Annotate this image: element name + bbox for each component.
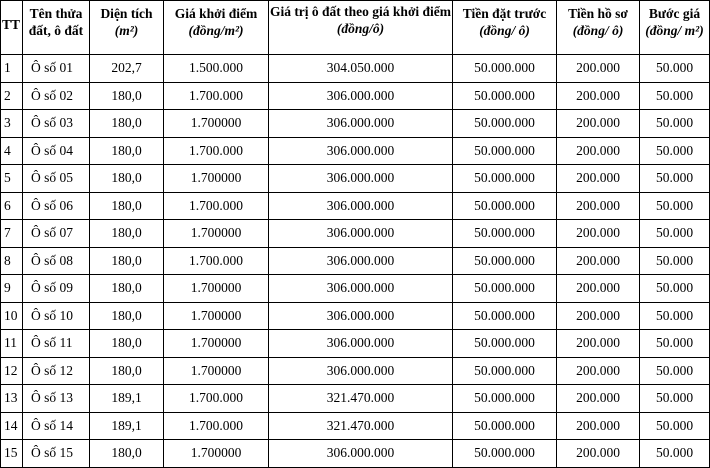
- cell-area: 202,7: [90, 55, 164, 83]
- cell-start-price: 1.700000: [164, 275, 269, 303]
- cell-tt: 1: [1, 55, 23, 83]
- cell-start-price: 1.700000: [164, 165, 269, 193]
- cell-start-price: 1.700000: [164, 110, 269, 138]
- table-row: [1, 137, 710, 165]
- cell-dossier-fee: 200.000: [557, 247, 640, 275]
- header-lot-name-line1: Tên thửa: [29, 6, 83, 21]
- cell-area: 180,0: [90, 302, 164, 330]
- header-price-step-unit: (đồng/ m²): [645, 23, 704, 38]
- cell-area: 180,0: [90, 275, 164, 303]
- table-row: [1, 192, 710, 220]
- cell-lot-name: Ô số 06: [23, 192, 90, 220]
- header-lot-value: [269, 1, 453, 55]
- cell-tt: 7: [1, 220, 23, 248]
- cell-lot-name: Ô số 13: [23, 385, 90, 413]
- cell-deposit: 50.000.000: [453, 357, 557, 385]
- cell-lot-name: Ô số 03: [23, 110, 90, 138]
- cell-lot-value: 306.000.000: [269, 82, 453, 110]
- cell-lot-value: 306.000.000: [269, 220, 453, 248]
- cell-tt: 10: [1, 302, 23, 330]
- cell-deposit: 50.000.000: [453, 302, 557, 330]
- cell-dossier-fee: 200.000: [557, 357, 640, 385]
- cell-tt: 14: [1, 412, 23, 440]
- cell-deposit: 50.000.000: [453, 82, 557, 110]
- table-row: [1, 110, 710, 138]
- cell-price-step: 50.000: [640, 275, 710, 303]
- cell-start-price: 1.700000: [164, 330, 269, 358]
- header-area-unit: (m²): [114, 23, 139, 38]
- header-dossier-fee-unit: (đồng/ ô): [572, 23, 624, 38]
- cell-area: 180,0: [90, 137, 164, 165]
- cell-start-price: 1.700.000: [164, 385, 269, 413]
- header-dossier-fee-label: Tiền hồ sơ: [568, 6, 628, 21]
- table-row: [1, 412, 710, 440]
- cell-lot-name: Ô số 09: [23, 275, 90, 303]
- cell-area: 180,0: [90, 192, 164, 220]
- cell-price-step: 50.000: [640, 82, 710, 110]
- cell-lot-name: Ô số 11: [23, 330, 90, 358]
- header-area-label: Diện tích: [100, 6, 153, 21]
- cell-area: 189,1: [90, 385, 164, 413]
- cell-area: 189,1: [90, 412, 164, 440]
- header-deposit-unit: (đồng/ ô): [479, 23, 530, 38]
- cell-lot-name: Ô số 04: [23, 137, 90, 165]
- cell-deposit: 50.000.000: [453, 247, 557, 275]
- cell-tt: 6: [1, 192, 23, 220]
- header-row: [1, 1, 710, 55]
- cell-tt: 5: [1, 165, 23, 193]
- cell-dossier-fee: 200.000: [557, 412, 640, 440]
- header-deposit: [453, 1, 557, 55]
- cell-start-price: 1.700.000: [164, 137, 269, 165]
- cell-lot-name: Ô số 02: [23, 82, 90, 110]
- cell-start-price: 1.700.000: [164, 192, 269, 220]
- cell-lot-value: 306.000.000: [269, 165, 453, 193]
- cell-lot-value: 321.470.000: [269, 385, 453, 413]
- cell-dossier-fee: 200.000: [557, 192, 640, 220]
- cell-lot-name: Ô số 10: [23, 302, 90, 330]
- table-row: [1, 385, 710, 413]
- cell-dossier-fee: 200.000: [557, 330, 640, 358]
- header-start-price-unit: (đồng/m²): [188, 23, 244, 38]
- cell-lot-value: 306.000.000: [269, 440, 453, 468]
- header-tt: [1, 1, 23, 55]
- cell-start-price: 1.700000: [164, 302, 269, 330]
- header-start-price-label: Giá khởi điểm: [174, 6, 258, 21]
- cell-dossier-fee: 200.000: [557, 165, 640, 193]
- cell-price-step: 50.000: [640, 247, 710, 275]
- cell-lot-value: 306.000.000: [269, 110, 453, 138]
- cell-lot-name: Ô số 01: [23, 55, 90, 83]
- cell-lot-value: 306.000.000: [269, 137, 453, 165]
- table-row: [1, 220, 710, 248]
- cell-tt: 8: [1, 247, 23, 275]
- cell-dossier-fee: 200.000: [557, 110, 640, 138]
- cell-deposit: 50.000.000: [453, 440, 557, 468]
- cell-start-price: 1.500.000: [164, 55, 269, 83]
- cell-deposit: 50.000.000: [453, 412, 557, 440]
- cell-lot-name: Ô số 05: [23, 165, 90, 193]
- cell-lot-name: Ô số 14: [23, 412, 90, 440]
- cell-start-price: 1.700.000: [164, 82, 269, 110]
- cell-price-step: 50.000: [640, 330, 710, 358]
- table-row: [1, 357, 710, 385]
- cell-area: 180,0: [90, 220, 164, 248]
- header-price-step: [640, 1, 710, 55]
- cell-deposit: 50.000.000: [453, 55, 557, 83]
- cell-deposit: 50.000.000: [453, 275, 557, 303]
- cell-price-step: 50.000: [640, 110, 710, 138]
- cell-dossier-fee: 200.000: [557, 440, 640, 468]
- cell-lot-value: 306.000.000: [269, 330, 453, 358]
- header-price-step-label: Bước giá: [648, 6, 701, 21]
- cell-price-step: 50.000: [640, 192, 710, 220]
- cell-lot-value: 306.000.000: [269, 302, 453, 330]
- cell-price-step: 50.000: [640, 55, 710, 83]
- table-body: [1, 55, 710, 468]
- cell-deposit: 50.000.000: [453, 220, 557, 248]
- cell-price-step: 50.000: [640, 440, 710, 468]
- table-row: [1, 330, 710, 358]
- cell-price-step: 50.000: [640, 385, 710, 413]
- table-row: [1, 302, 710, 330]
- header-dossier-fee: [557, 1, 640, 55]
- cell-price-step: 50.000: [640, 137, 710, 165]
- cell-dossier-fee: 200.000: [557, 275, 640, 303]
- cell-lot-value: 304.050.000: [269, 55, 453, 83]
- cell-tt: 9: [1, 275, 23, 303]
- cell-price-step: 50.000: [640, 412, 710, 440]
- cell-area: 180,0: [90, 440, 164, 468]
- header-lot-value-unit: (đồng/ô): [336, 21, 385, 36]
- table-row: [1, 82, 710, 110]
- cell-price-step: 50.000: [640, 302, 710, 330]
- cell-start-price: 1.700.000: [164, 247, 269, 275]
- cell-lot-value: 306.000.000: [269, 247, 453, 275]
- cell-dossier-fee: 200.000: [557, 302, 640, 330]
- cell-area: 180,0: [90, 82, 164, 110]
- cell-deposit: 50.000.000: [453, 192, 557, 220]
- cell-area: 180,0: [90, 247, 164, 275]
- cell-deposit: 50.000.000: [453, 137, 557, 165]
- cell-lot-name: Ô số 15: [23, 440, 90, 468]
- cell-tt: 11: [1, 330, 23, 358]
- header-lot-name: [23, 1, 90, 55]
- cell-tt: 4: [1, 137, 23, 165]
- cell-dossier-fee: 200.000: [557, 82, 640, 110]
- cell-price-step: 50.000: [640, 220, 710, 248]
- header-start-price: [164, 1, 269, 55]
- cell-dossier-fee: 200.000: [557, 137, 640, 165]
- cell-deposit: 50.000.000: [453, 165, 557, 193]
- cell-lot-name: Ô số 08: [23, 247, 90, 275]
- header-lot-name-line2: đất, ô đất: [28, 23, 84, 38]
- cell-price-step: 50.000: [640, 357, 710, 385]
- cell-lot-value: 306.000.000: [269, 192, 453, 220]
- cell-start-price: 1.700000: [164, 357, 269, 385]
- cell-deposit: 50.000.000: [453, 385, 557, 413]
- cell-lot-value: 306.000.000: [269, 275, 453, 303]
- cell-lot-name: Ô số 12: [23, 357, 90, 385]
- header-lot-value-label: Giá trị ô đất theo giá khởi điểm: [269, 4, 452, 19]
- cell-lot-name: Ô số 07: [23, 220, 90, 248]
- cell-deposit: 50.000.000: [453, 110, 557, 138]
- cell-area: 180,0: [90, 165, 164, 193]
- cell-dossier-fee: 200.000: [557, 55, 640, 83]
- cell-price-step: 50.000: [640, 165, 710, 193]
- table-row: [1, 275, 710, 303]
- table-row: [1, 55, 710, 83]
- header-deposit-label: Tiền đặt trước: [462, 6, 547, 21]
- cell-start-price: 1.700.000: [164, 412, 269, 440]
- cell-tt: 3: [1, 110, 23, 138]
- header-area: [90, 1, 164, 55]
- table-row: [1, 440, 710, 468]
- cell-area: 180,0: [90, 357, 164, 385]
- header-tt-label: TT: [2, 17, 21, 32]
- cell-area: 180,0: [90, 330, 164, 358]
- table-row: [1, 247, 710, 275]
- cell-tt: 2: [1, 82, 23, 110]
- cell-lot-value: 321.470.000: [269, 412, 453, 440]
- cell-dossier-fee: 200.000: [557, 385, 640, 413]
- cell-tt: 15: [1, 440, 23, 468]
- cell-start-price: 1.700000: [164, 220, 269, 248]
- table-row: [1, 165, 710, 193]
- cell-tt: 12: [1, 357, 23, 385]
- cell-area: 180,0: [90, 110, 164, 138]
- cell-lot-value: 306.000.000: [269, 357, 453, 385]
- cell-deposit: 50.000.000: [453, 330, 557, 358]
- cell-dossier-fee: 200.000: [557, 220, 640, 248]
- cell-tt: 13: [1, 385, 23, 413]
- cell-start-price: 1.700000: [164, 440, 269, 468]
